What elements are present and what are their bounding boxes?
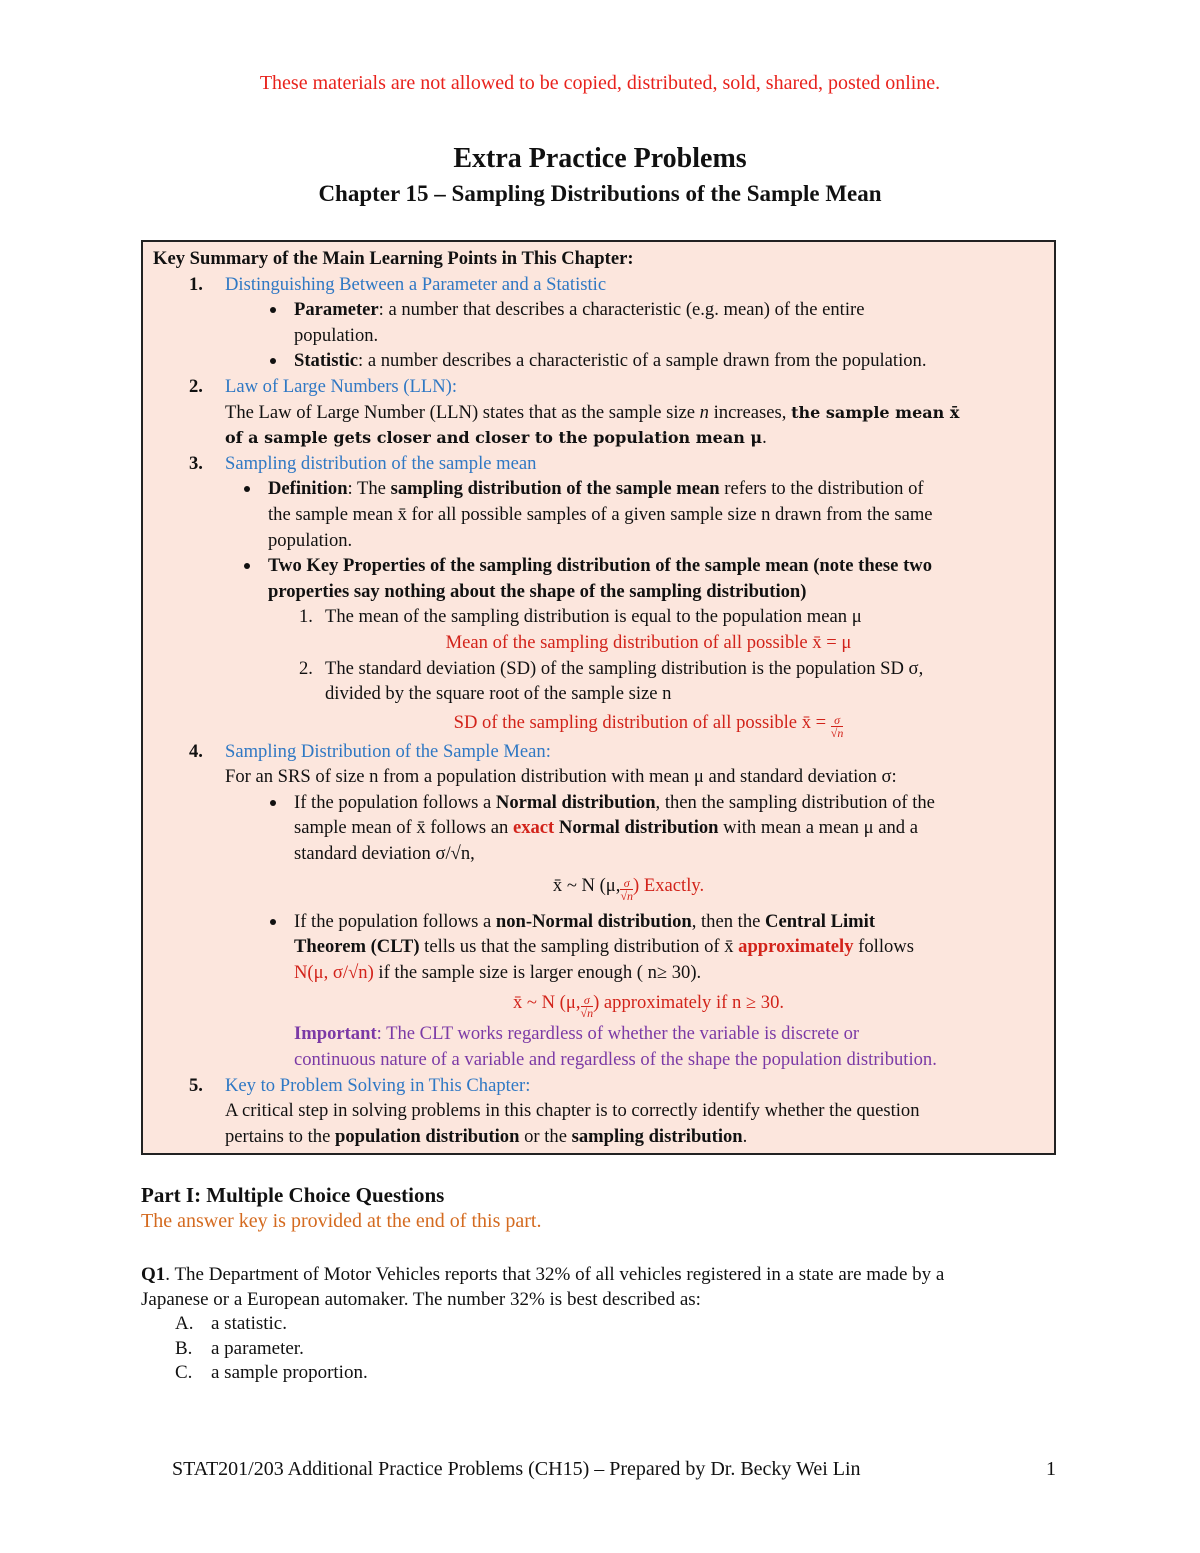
numerator: σ xyxy=(831,714,844,727)
fraction xyxy=(581,994,594,1019)
text: Normal distribution xyxy=(554,817,719,839)
text: or the xyxy=(519,1125,572,1147)
denominator: √n xyxy=(830,725,844,740)
bullet-non-normal-population xyxy=(153,909,1044,935)
property-1-formula: Mean of the sampling distribution of all possible x̄ = μ xyxy=(445,631,852,653)
text: sampling distribution xyxy=(571,1125,743,1147)
text: exact xyxy=(512,817,555,839)
clt-line-2 xyxy=(153,934,1044,960)
question-1 xyxy=(141,1263,1061,1386)
normal-formula xyxy=(153,867,1044,905)
numerator: σ xyxy=(620,877,633,890)
normal-line-3: standard deviation σ/√n, xyxy=(294,843,475,865)
text: population distribution xyxy=(334,1125,520,1147)
copyright-notice: These materials are not allowed to be copied, distributed, sold, shared, posted online. xyxy=(259,72,941,94)
problem-solving-line-2 xyxy=(153,1124,1044,1150)
term-parameter: Parameter xyxy=(294,299,379,321)
property-1 xyxy=(153,604,1044,630)
text: the sample mean x̄ xyxy=(791,402,960,422)
chapter-subtitle: Chapter 15 – Sampling Distributions of the Sample Mean xyxy=(318,181,882,206)
property-2-formula xyxy=(153,707,1044,739)
text: : The CLT works regardless of whether the variable is discrete or xyxy=(376,1023,860,1045)
summary-section-2-title xyxy=(153,374,1044,400)
text: follows xyxy=(853,936,914,958)
text: x̄ ~ N (μ, xyxy=(512,992,581,1014)
denominator: √n xyxy=(620,888,634,903)
text: ) Exactly. xyxy=(633,874,705,896)
text: If the population follows a xyxy=(294,910,496,932)
section-title: Law of Large Numbers (LLN): xyxy=(225,375,457,397)
problem-solving-line-1: A critical step in solving problems in this chapter is to correctly identify whether the question xyxy=(225,1100,920,1122)
important-note xyxy=(153,1021,1044,1047)
lln-line-1 xyxy=(153,400,1044,426)
text: tells us that the sampling distribution of x̄ xyxy=(419,936,739,958)
fraction xyxy=(831,714,844,739)
text: The standard deviation (SD) of the sampling distribution is the population SD σ, xyxy=(325,657,924,679)
option-a xyxy=(141,1312,1061,1337)
property-2-line-2: divided by the square root of the sample size n xyxy=(325,683,672,705)
bullet-statistic xyxy=(153,348,1044,374)
text: increases, xyxy=(708,401,792,423)
text: refers to the distribution of xyxy=(719,478,924,500)
bullet-continuation: population. xyxy=(294,324,379,346)
text: : The xyxy=(347,478,391,500)
text: non-Normal distribution xyxy=(495,910,692,932)
bullet-two-properties: Two Key Properties of the sampling distribution of the sample mean (note these two xyxy=(153,553,1044,579)
property-number: 1. xyxy=(299,606,313,628)
bullet-normal-population xyxy=(153,790,1044,816)
section-number: 3. xyxy=(189,452,203,474)
term-statistic: Statistic xyxy=(294,350,359,372)
text: ) approximately if n ≥ 30. xyxy=(593,992,785,1014)
text: , then the sampling distribution of the xyxy=(655,791,935,813)
text: The mean of the sampling distribution is equal to the population mean μ xyxy=(325,606,862,628)
text: SD of the sampling distribution of all possible x̄ = xyxy=(453,711,827,733)
option-text: a parameter. xyxy=(211,1337,304,1359)
clt-line-3 xyxy=(153,960,1044,986)
srs-intro: For an SRS of size n from a population distribution with mean μ and standard deviation σ: xyxy=(225,766,897,788)
definition-line-3: population. xyxy=(268,529,353,551)
text: . xyxy=(742,1125,748,1147)
bullet-parameter xyxy=(153,297,1044,323)
section-number: 2. xyxy=(189,375,203,397)
section-title: Sampling distribution of the sample mean xyxy=(225,452,537,474)
text: Normal distribution xyxy=(495,791,656,813)
option-c xyxy=(141,1361,1061,1386)
lln-line-2 xyxy=(153,425,1044,451)
summary-section-3-title xyxy=(153,451,1044,477)
fraction xyxy=(620,877,633,902)
text: sample mean of x̄ follows an xyxy=(294,817,513,839)
text: . xyxy=(762,427,767,449)
important-label: Important xyxy=(294,1023,377,1045)
bullet-definition xyxy=(153,476,1044,502)
option-text: a statistic. xyxy=(211,1313,287,1334)
property-2 xyxy=(153,656,1044,682)
page-number: 1 xyxy=(1046,1458,1056,1480)
property-number: 2. xyxy=(299,657,313,679)
summary-section-1-title xyxy=(153,272,1044,298)
option-b xyxy=(141,1337,1061,1362)
question-1-text-line-2: Japanese or a European automaker. The number 32% is best described as: xyxy=(141,1288,701,1310)
numerator: σ xyxy=(581,994,594,1007)
text: If the population follows a xyxy=(294,791,496,813)
section-number: 1. xyxy=(189,273,203,295)
option-letter: C. xyxy=(175,1362,193,1383)
question-label: Q1 xyxy=(141,1264,166,1285)
text: of a sample gets closer and closer to the population mean μ xyxy=(225,428,763,448)
bullet-text: : a number that describes a characteristic (e.g. mean) of the entire xyxy=(378,299,865,321)
page-title: Extra Practice Problems xyxy=(453,143,747,174)
summary-section-4-title xyxy=(153,739,1044,765)
summary-heading: Key Summary of the Main Learning Points in This Chapter: xyxy=(153,248,634,269)
summary-section-5-title xyxy=(153,1073,1044,1099)
section-title: Key to Problem Solving in This Chapter: xyxy=(225,1074,531,1096)
text: N(μ, σ/√n) xyxy=(294,961,374,983)
option-letter: A. xyxy=(175,1313,194,1334)
important-note-line-2: continuous nature of a variable and regardless of the shape the population distribution. xyxy=(294,1049,937,1071)
text: Central Limit xyxy=(765,910,876,932)
text: x̄ ~ N (μ, xyxy=(552,874,621,896)
option-text: a sample proportion. xyxy=(211,1362,368,1383)
normal-line-2 xyxy=(153,815,1044,841)
section-number: 4. xyxy=(189,740,203,762)
section-title: Sampling Distribution of the Sample Mean: xyxy=(225,740,551,762)
text: Theorem (CLT) xyxy=(294,936,420,958)
key-summary-box xyxy=(141,240,1056,1155)
option-letter: B. xyxy=(175,1337,193,1359)
answer-key-note: The answer key is provided at the end of this part. xyxy=(141,1210,542,1232)
clt-formula xyxy=(153,985,1044,1021)
part-1-heading: Part I: Multiple Choice Questions xyxy=(141,1183,445,1207)
text: approximately xyxy=(738,936,854,958)
text: sampling distribution of the sample mean xyxy=(390,478,720,500)
bullet-text: : a number describes a characteristic of a sample drawn from the population. xyxy=(358,350,927,372)
text: with mean a mean μ and a xyxy=(718,817,918,839)
section-number: 5. xyxy=(189,1074,203,1096)
text: , then the xyxy=(691,910,766,932)
section-title: Distinguishing Between a Parameter and a Statistic xyxy=(225,273,607,295)
denominator: √n xyxy=(580,1006,594,1021)
question-1-text xyxy=(141,1263,1061,1288)
term-definition: Definition xyxy=(268,478,348,500)
text: The Law of Large Number (LLN) states that as the sample size xyxy=(225,401,700,423)
definition-line-2: the sample mean x̄ for all possible samples of a given sample size n drawn from the same xyxy=(268,503,933,525)
text: pertains to the xyxy=(225,1125,335,1147)
two-properties-line-2: properties say nothing about the shape of the sampling distribution) xyxy=(268,580,807,602)
text: if the sample size is larger enough ( n≥ 30). xyxy=(373,961,702,983)
text: . The Department of Motor Vehicles reports that 32% of all vehicles registered in a state are made by a xyxy=(165,1264,945,1285)
text: n xyxy=(699,401,709,423)
page-footer: STAT201/203 Additional Practice Problems (CH15) – Prepared by Dr. Becky Wei Lin xyxy=(172,1458,861,1480)
